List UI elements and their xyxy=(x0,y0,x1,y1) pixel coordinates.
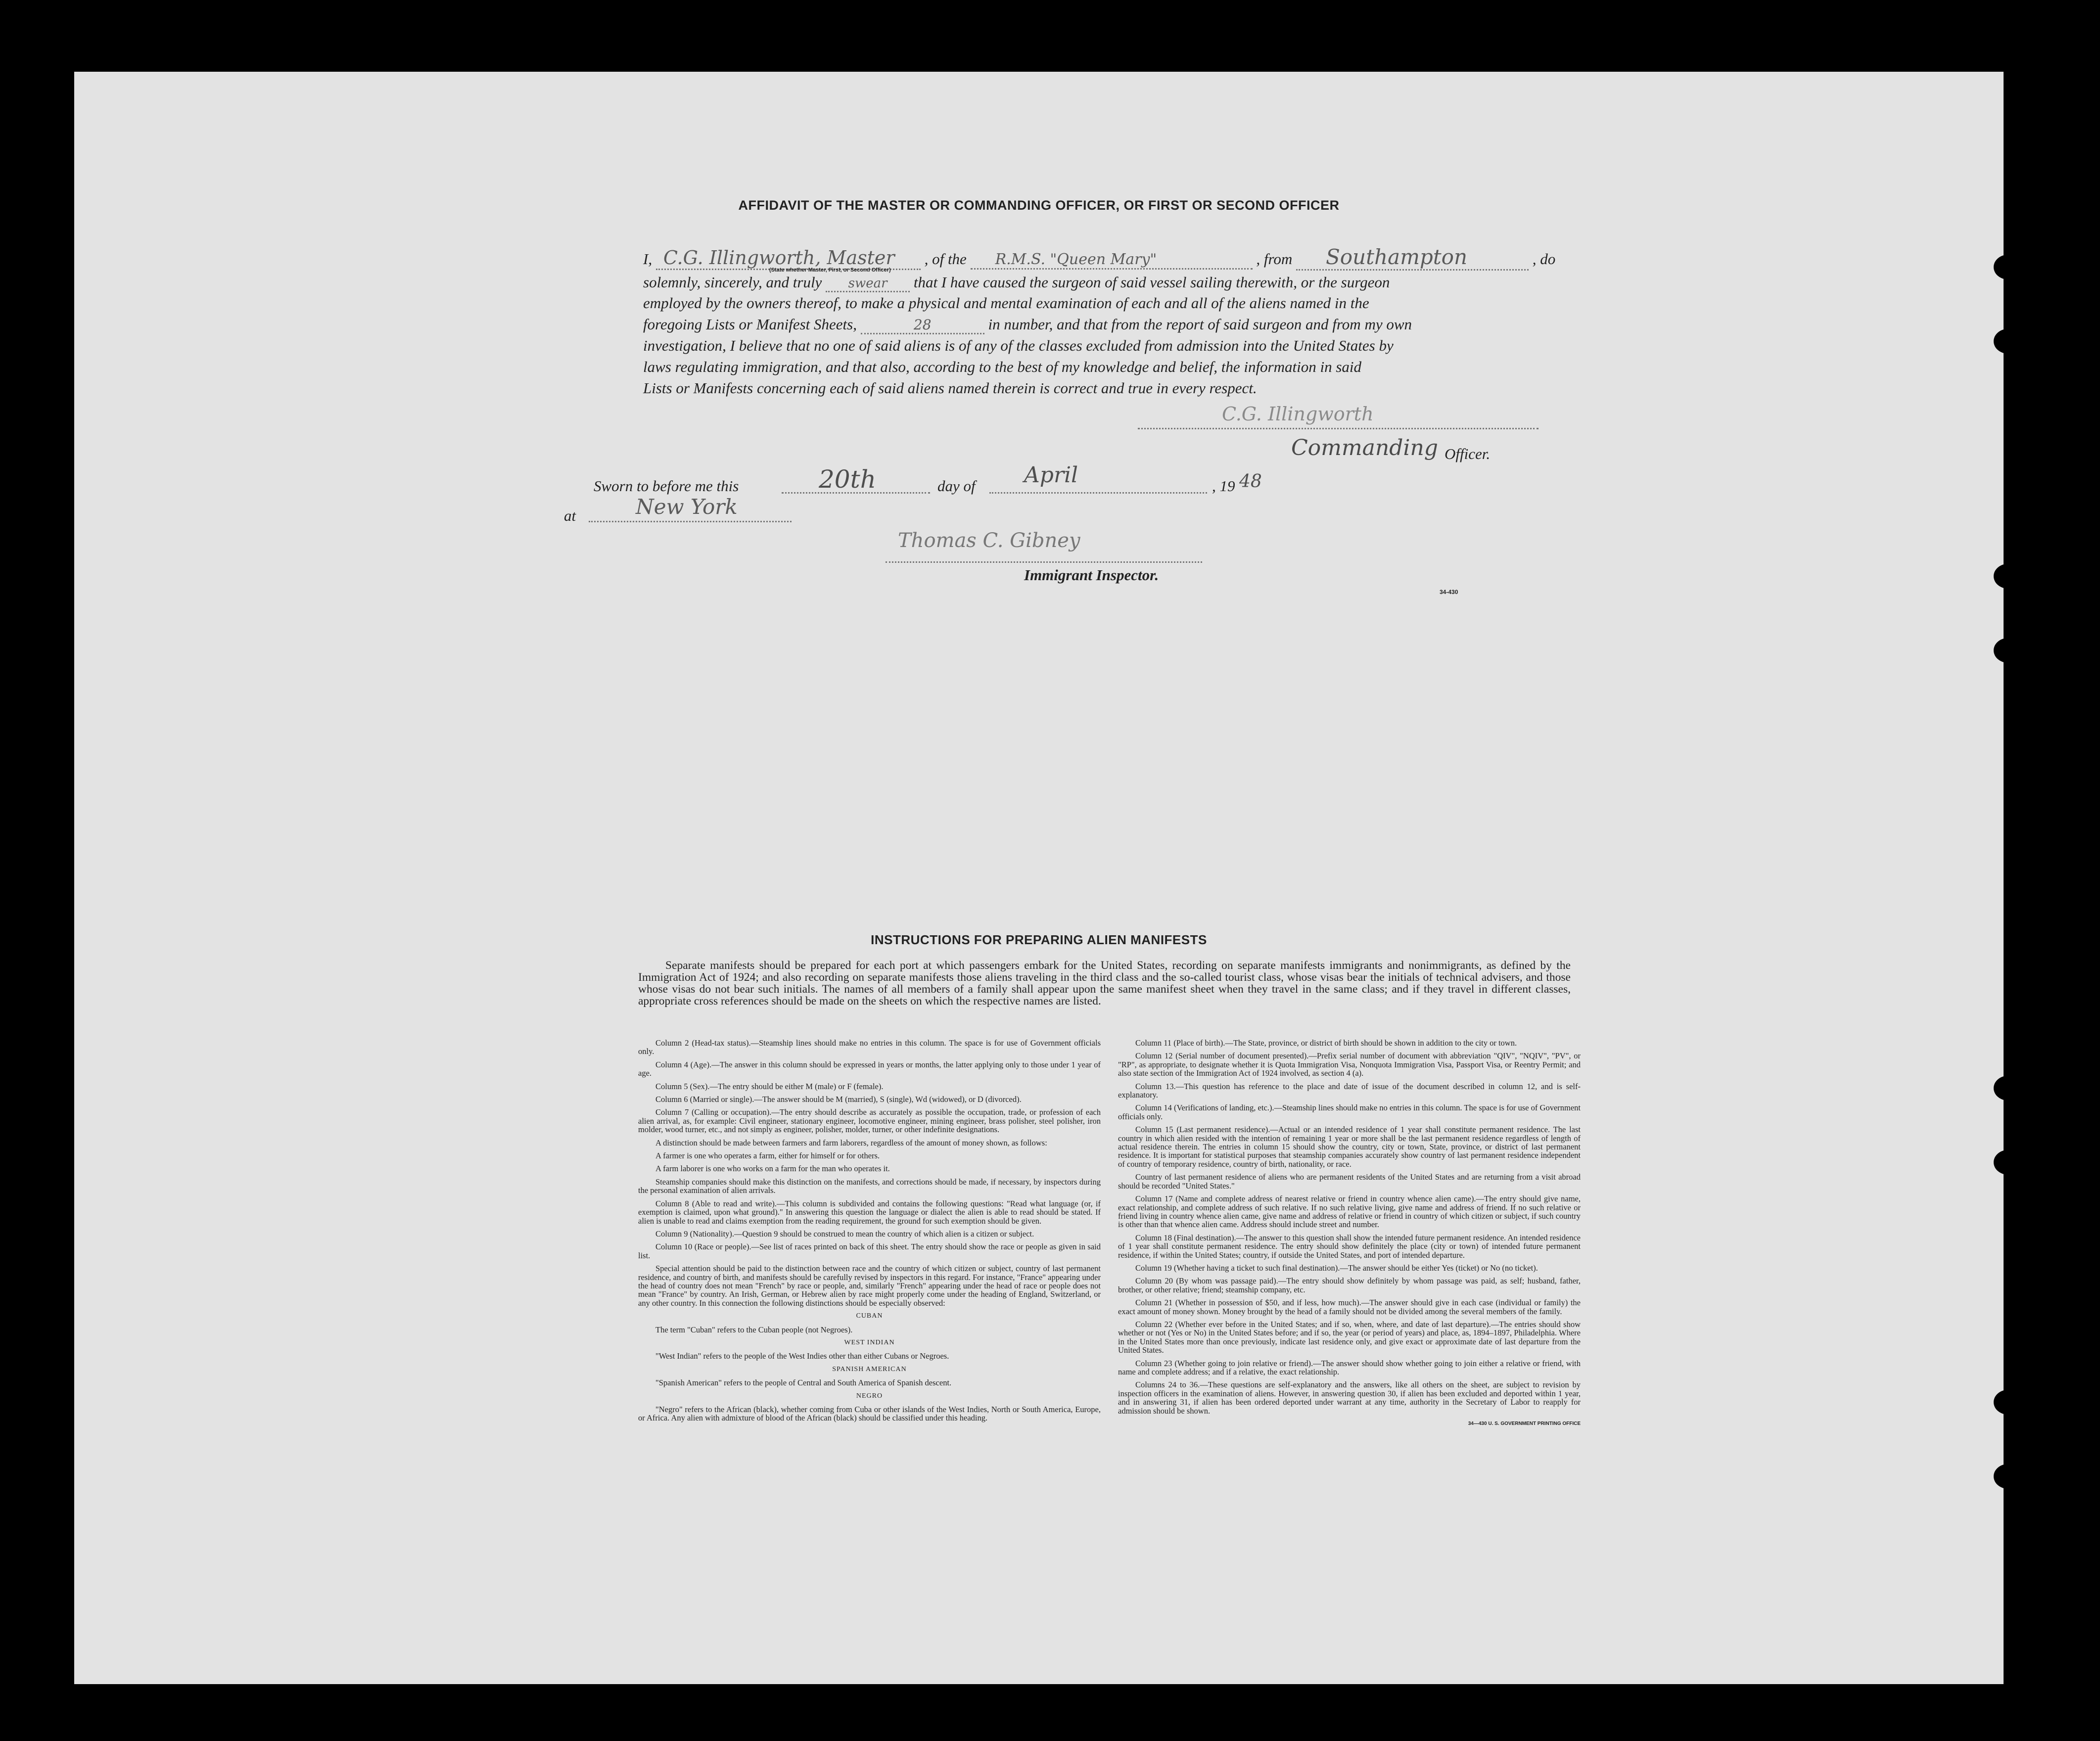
punch-hole xyxy=(1994,329,2022,354)
punch-hole xyxy=(1994,1076,2022,1100)
affidavit-line-2 xyxy=(643,274,1390,292)
sworn-place: New York xyxy=(636,495,738,519)
cuban-definition: The term "Cuban" refers to the Cuban people (not Negroes). xyxy=(655,1325,853,1334)
instructions-title: INSTRUCTIONS FOR PREPARING ALIEN MANIFESTS xyxy=(871,932,1207,947)
inspector-signature: Thomas C. Gibney xyxy=(898,529,1080,552)
inspector-line xyxy=(886,561,1202,563)
column-7-instruction: Column 7 (Calling or occupation).—The entry should describe as accurately as possible the occupation, trade, or profession of each alien arrival, as, for example: Civil engineer, stationary engineer, locomotive engineer, mining engineer, brass polisher, steel polisher, iron molder, wood turner, etc., and not simply as engineer, polisher, molder, turner, or other indefinite designations. xyxy=(638,1107,1101,1135)
affidavit-line-5: investigation, I believe that no one of said aliens is of any of the classes excluded from admission into the United States by xyxy=(643,337,1394,354)
affidavit-title: AFFIDAVIT OF THE MASTER OR COMMANDING OFFICER, OR FIRST OR SECOND OFFICER xyxy=(738,198,1340,213)
officer-suffix: Officer. xyxy=(1445,445,1491,462)
place-line xyxy=(589,521,792,522)
officer-name-field: C.G. Illingworth, Master xyxy=(656,247,921,270)
punch-hole xyxy=(1994,564,2022,589)
instructions-intro: Separate manifests should be prepared for each port at which passengers embark for the United States, recording on separate manifests immigrants and nonimmigrants, as defined by the Immigration Act of 1924; and also recording on separate manifests those aliens traveling in the third class and the so-called tourist class, whose visas bear the initials of technical advisers, and those whose visas do not bear such initials. The names of all members of a family shall appear upon the same manifest sheet when they travel in the same class; and if they travel in different classes, appropriate cross references should be made on the sheets on which the respective names are listed. xyxy=(638,959,1571,1008)
affidavit-line-3: employed by the owners thereof, to make a physical and mental examination of each and all of the aliens named in the xyxy=(643,294,1369,312)
column-15-instruction: Column 15 (Last permanent residence).—Actual or an intended residence of 1 year shall constitute permanent residence. The last country in which alien resided with the intention of remaining 1 year or more shall be the last permanent residence regardless of length of actual residence therein. The entries in column 15 should show the country, city or town, State, province, or district of last permanent residence. It is important for statistical purposes that steamship companies accurately show country of last permanent residence independent of country of temporary residence, country of birth, nationality, or race. xyxy=(1118,1125,1581,1169)
text-surgeon: that I have caused the surgeon of said vessel sailing therewith, or the surgeon xyxy=(913,274,1390,291)
column-21-instruction: Column 21 (Whether in possession of $50, and if less, how much).—The answer should give in each case (individual or family) the exact amount of money shown. Money brought by the head of a family should not be divided among the several members of the family. xyxy=(1118,1298,1581,1316)
column-13-instruction: Column 13.—This question has reference to the place and date of issue of the document described in column 12, and is self-explanatory. xyxy=(1118,1081,1581,1100)
sheet-count-field: 28 xyxy=(861,317,984,334)
sworn-day: 20th xyxy=(819,465,876,494)
master-signature: C.G. Illingworth xyxy=(1222,403,1374,425)
form-number: 34-430 xyxy=(1440,589,1458,596)
punch-hole xyxy=(1994,1390,2022,1415)
negro-heading: NEGRO xyxy=(856,1392,883,1400)
column-5-instruction: Column 5 (Sex).—The entry should be either M (male) or F (female). xyxy=(655,1081,884,1091)
year-prefix: , 19 xyxy=(1212,477,1235,495)
column-4-instruction: Column 4 (Age).—The answer in this column should be expressed in years or months, the latter applying only to those under 1 year of age. xyxy=(638,1059,1101,1078)
farm-laborer-definition: A farm laborer is one who works on a farm for the man who operates it. xyxy=(655,1164,890,1174)
instructions-left-column xyxy=(638,1039,1101,1427)
column-20-instruction: Column 20 (By whom was passage paid).—The entry should show definitely by whom passage was paid, as self; husband, father, brother, or other relative; friend; steamship company, etc. xyxy=(1118,1276,1581,1294)
text-foregoing: foregoing Lists or Manifest Sheets, xyxy=(643,316,857,333)
punch-hole xyxy=(1994,255,2022,279)
column-10-instruction: Column 10 (Race or people).—See list of races printed on back of this sheet. The entry should show the race or people as given in said list. xyxy=(638,1242,1101,1260)
text-solemnly: solemnly, sincerely, and truly xyxy=(643,274,822,291)
affidavit-line-7: Lists or Manifests concerning each of said aliens named therein is correct and true in every respect. xyxy=(643,379,1257,397)
printer-footer: 34—430 U. S. GOVERNMENT PRINTING OFFICE xyxy=(1468,1421,1581,1427)
sworn-label: Sworn to before me this xyxy=(594,477,739,495)
text-of-the: , of the xyxy=(924,250,967,268)
farmer-definition: A farmer is one who operates a farm, either for himself or for others. xyxy=(655,1151,880,1161)
column-23-instruction: Column 23 (Whether going to join relative or friend).—The answer should show whether going to join either a relative or friend, with name and complete address; and if a relative, the exact relationship. xyxy=(1118,1358,1581,1376)
vessel-name-field: R.M.S. "Queen Mary" xyxy=(971,251,1253,270)
cuban-heading: CUBAN xyxy=(856,1312,883,1320)
column-19-instruction: Column 19 (Whether having a ticket to such final destination).—The answer should be either Yes (ticket) or No (no ticket). xyxy=(1135,1263,1538,1273)
negro-definition: "Negro" refers to the African (black), whether coming from Cuba or other islands of the West Indies, North or South America, Europe, or Africa. Any alien with admixture of blood of the African (black) should be classified under this heading. xyxy=(638,1405,1101,1423)
column-17-instruction: Column 17 (Name and complete address of nearest relative or friend in country whence alien came).—The entry should give name, exact relationship, and complete address of such relative. If no such relative living, give name and address of friend. If no such relative or friend living in country whence alien came, give name and address of relative or friend in country of which citizen or subject, if such country is other than that whence alien came. Address should include street and number. xyxy=(1118,1194,1581,1230)
oath-field: swear xyxy=(826,276,910,292)
manifest-sheet xyxy=(74,72,2004,1684)
west-indian-definition: "West Indian" refers to the people of the West Indies other than either Cubans or Negroes. xyxy=(655,1351,949,1361)
punch-hole xyxy=(1994,638,2022,663)
column-14-instruction: Column 14 (Verifications of landing, etc.).—Steamship lines should make no entries in this column. The space is for use of Government officials only. xyxy=(1118,1103,1581,1121)
year-handwritten: 48 xyxy=(1239,471,1262,492)
text-from: , from xyxy=(1256,250,1293,268)
steamship-distinction-paragraph: Steamship companies should make this distinction on the manifests, and corrections should be made, if necessary, by inspectors during the personal examination of alien arrivals. xyxy=(638,1177,1101,1195)
instructions-right-column xyxy=(1118,1039,1581,1428)
farm-distinction-paragraph: A distinction should be made between farmers and farm laborers, regardless of the amount of money shown, as follows: xyxy=(655,1138,1047,1147)
column-2-instruction: Column 2 (Head-tax status).—Steamship lines should make no entries in this column. The space is for use of Government officials only. xyxy=(638,1038,1101,1056)
punch-hole xyxy=(1994,1150,2022,1175)
at-label: at xyxy=(564,507,576,524)
spanish-american-heading: SPANISH AMERICAN xyxy=(832,1365,907,1373)
column-22-instruction: Column 22 (Whether ever before in the United States; and if so, when, where, and date of last departure).—The entries should show whether or not (Yes or No) in the United States before; and if so, the year (or period of years) and place, as, 1894–1897, Philadelphia. Where in the United States more than once previously, indicate last residence only, and give exact or approximate date of last departure from the United States. xyxy=(1118,1319,1581,1355)
column-12-instruction: Column 12 (Serial number of document presented).—Prefix serial number of document with abbreviation "QIV", "NQIV", "PV", or "RP", as appropriate, to designate whether it is Quota Immigration Visa, Nonquota Immigration Visa, Passport Visa, or Reentry Permit; and also state section of the Immigration Act of 1924 involved, as section 4 (a). xyxy=(1118,1051,1581,1078)
signature-line xyxy=(1138,428,1539,429)
text-in-number: in number, and that from the report of said surgeon and from my own xyxy=(988,316,1412,333)
punch-hole xyxy=(1994,1464,2022,1489)
column-11-instruction: Column 11 (Place of birth).—The State, province, or district of birth should be shown in addition to the city or town. xyxy=(1135,1038,1517,1048)
west-indian-heading: WEST INDIAN xyxy=(844,1338,895,1346)
column-9-instruction: Column 9 (Nationality).—Question 9 should be construed to mean the country of which alien is a citizen or subject. xyxy=(655,1229,1034,1238)
departure-port-field: Southampton xyxy=(1296,245,1529,271)
text-do: , do xyxy=(1532,250,1556,268)
officer-title-handwritten: Commanding xyxy=(1291,435,1438,460)
inspector-label: Immigrant Inspector. xyxy=(1024,566,1159,584)
spanish-american-definition: "Spanish American" refers to the people of Central and South America of Spanish descent. xyxy=(655,1378,952,1388)
column-18-instruction: Column 18 (Final destination).—The answer to this question shall show the intended future permanent residence. An intended residence of 1 year shall constitute permanent residence. The entry should show definitely the place (city or town) of intended future permanent residence, if within the United States; country, if outside the United States, and port of intended departure. xyxy=(1118,1233,1581,1260)
column-8-instruction: Column 8 (Able to read and write).—This column is subdivided and contains the following questions: "Read what language (or, if exemption is claimed, upon what ground)." In answering this question the language or dialect the alien is able to read should be stated. If alien is unable to read and claims exemption from the reading requirement, the ground for such exemption should be given. xyxy=(638,1198,1101,1226)
affidavit-line-6: laws regulating immigration, and that also, according to the best of my knowledge and belief, the information in said xyxy=(643,358,1362,375)
country-residence-paragraph: Country of last permanent residence of aliens who are permanent residents of the United States and are returning from a visit abroad should be recorded "United States." xyxy=(1118,1172,1581,1191)
officer-rank-note: (State whether Master, First, or Second Officer) xyxy=(769,267,891,273)
column-6-instruction: Column 6 (Married or single).—The answer should be M (married), S (single), Wd (widowed), or D (divorced). xyxy=(655,1095,1022,1104)
sworn-month: April xyxy=(1024,462,1078,488)
affidavit-line-4 xyxy=(643,316,1412,334)
month-line xyxy=(989,492,1207,494)
special-attention-paragraph: Special attention should be paid to the distinction between race and the country of which citizen or subject, country of last permanent residence, and country of birth, and manifests should be carefully revised by inspectors in this regard. For instance, "France" appearing under the head of country does not mean "French" by race or people, and, similarly "French" appearing under the head of race or people does not mean "France" by country. An Irish, German, or Hebrew alien by race might properly come under the heading of England, Switzerland, or any other country. In this connection the following distinctions should be especially observed: xyxy=(638,1264,1101,1308)
columns-24-36-instruction: Columns 24 to 36.—These questions are self-explanatory and the answers, like all others on the sheet, are subject to revision by inspection officers in the examination of aliens. However, in answering question 30, if alien has been excluded and deported within 1 year, and in answering 31, if alien has been ordered deported under warrant at any time, authority in the Secretary of Labor to reapply for admission should be shown. xyxy=(1118,1380,1581,1416)
text-i: I, xyxy=(643,250,653,268)
day-of-label: day of xyxy=(937,477,976,495)
